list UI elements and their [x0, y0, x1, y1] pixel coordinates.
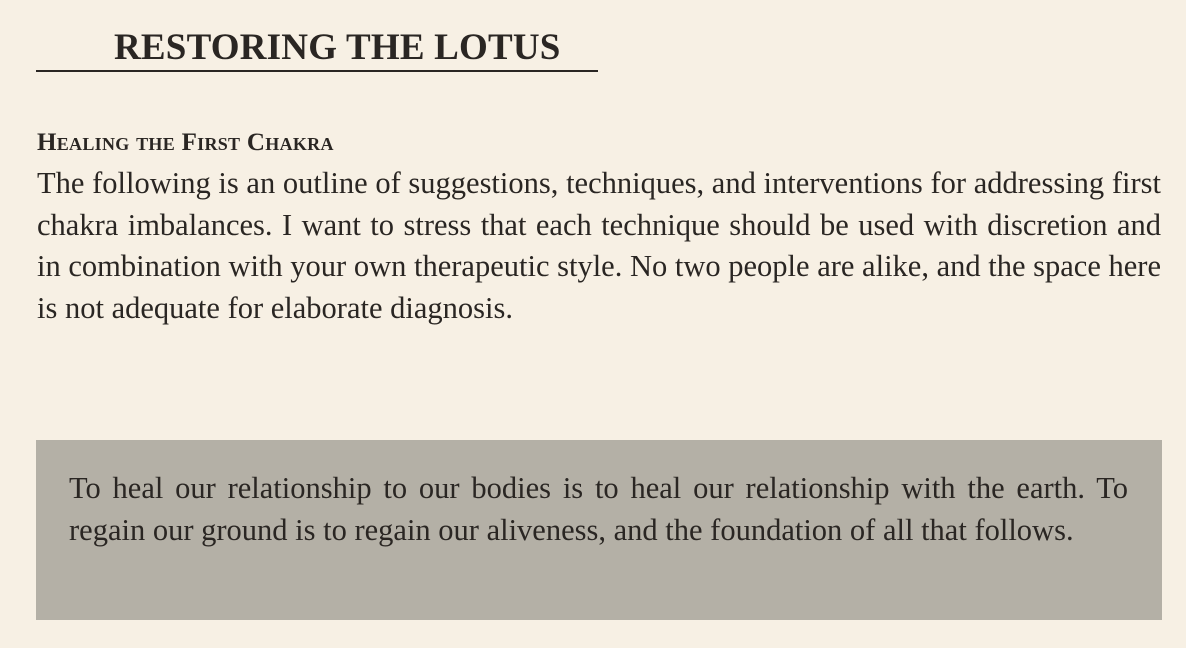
chapter-title: RESTORING THE LOTUS: [36, 26, 598, 72]
section-heading: Healing the First Chakra: [37, 129, 334, 156]
intro-paragraph: The following is an outline of suggestions, techniques, and interventions for addressing first chakra imbalances. I want to stress that each technique should be used with discretion and in combination with your own therapeutic style. No two people are alike, and the space here is not adequate for elaborate diagnosis.: [37, 166, 1161, 325]
pull-quote-box: [36, 440, 1162, 620]
pull-quote-text: To heal our relationship to our bodies is to heal our relationship with the earth. To regain our ground is to regain our aliveness, and the foundation of all that follows.: [69, 471, 1128, 547]
